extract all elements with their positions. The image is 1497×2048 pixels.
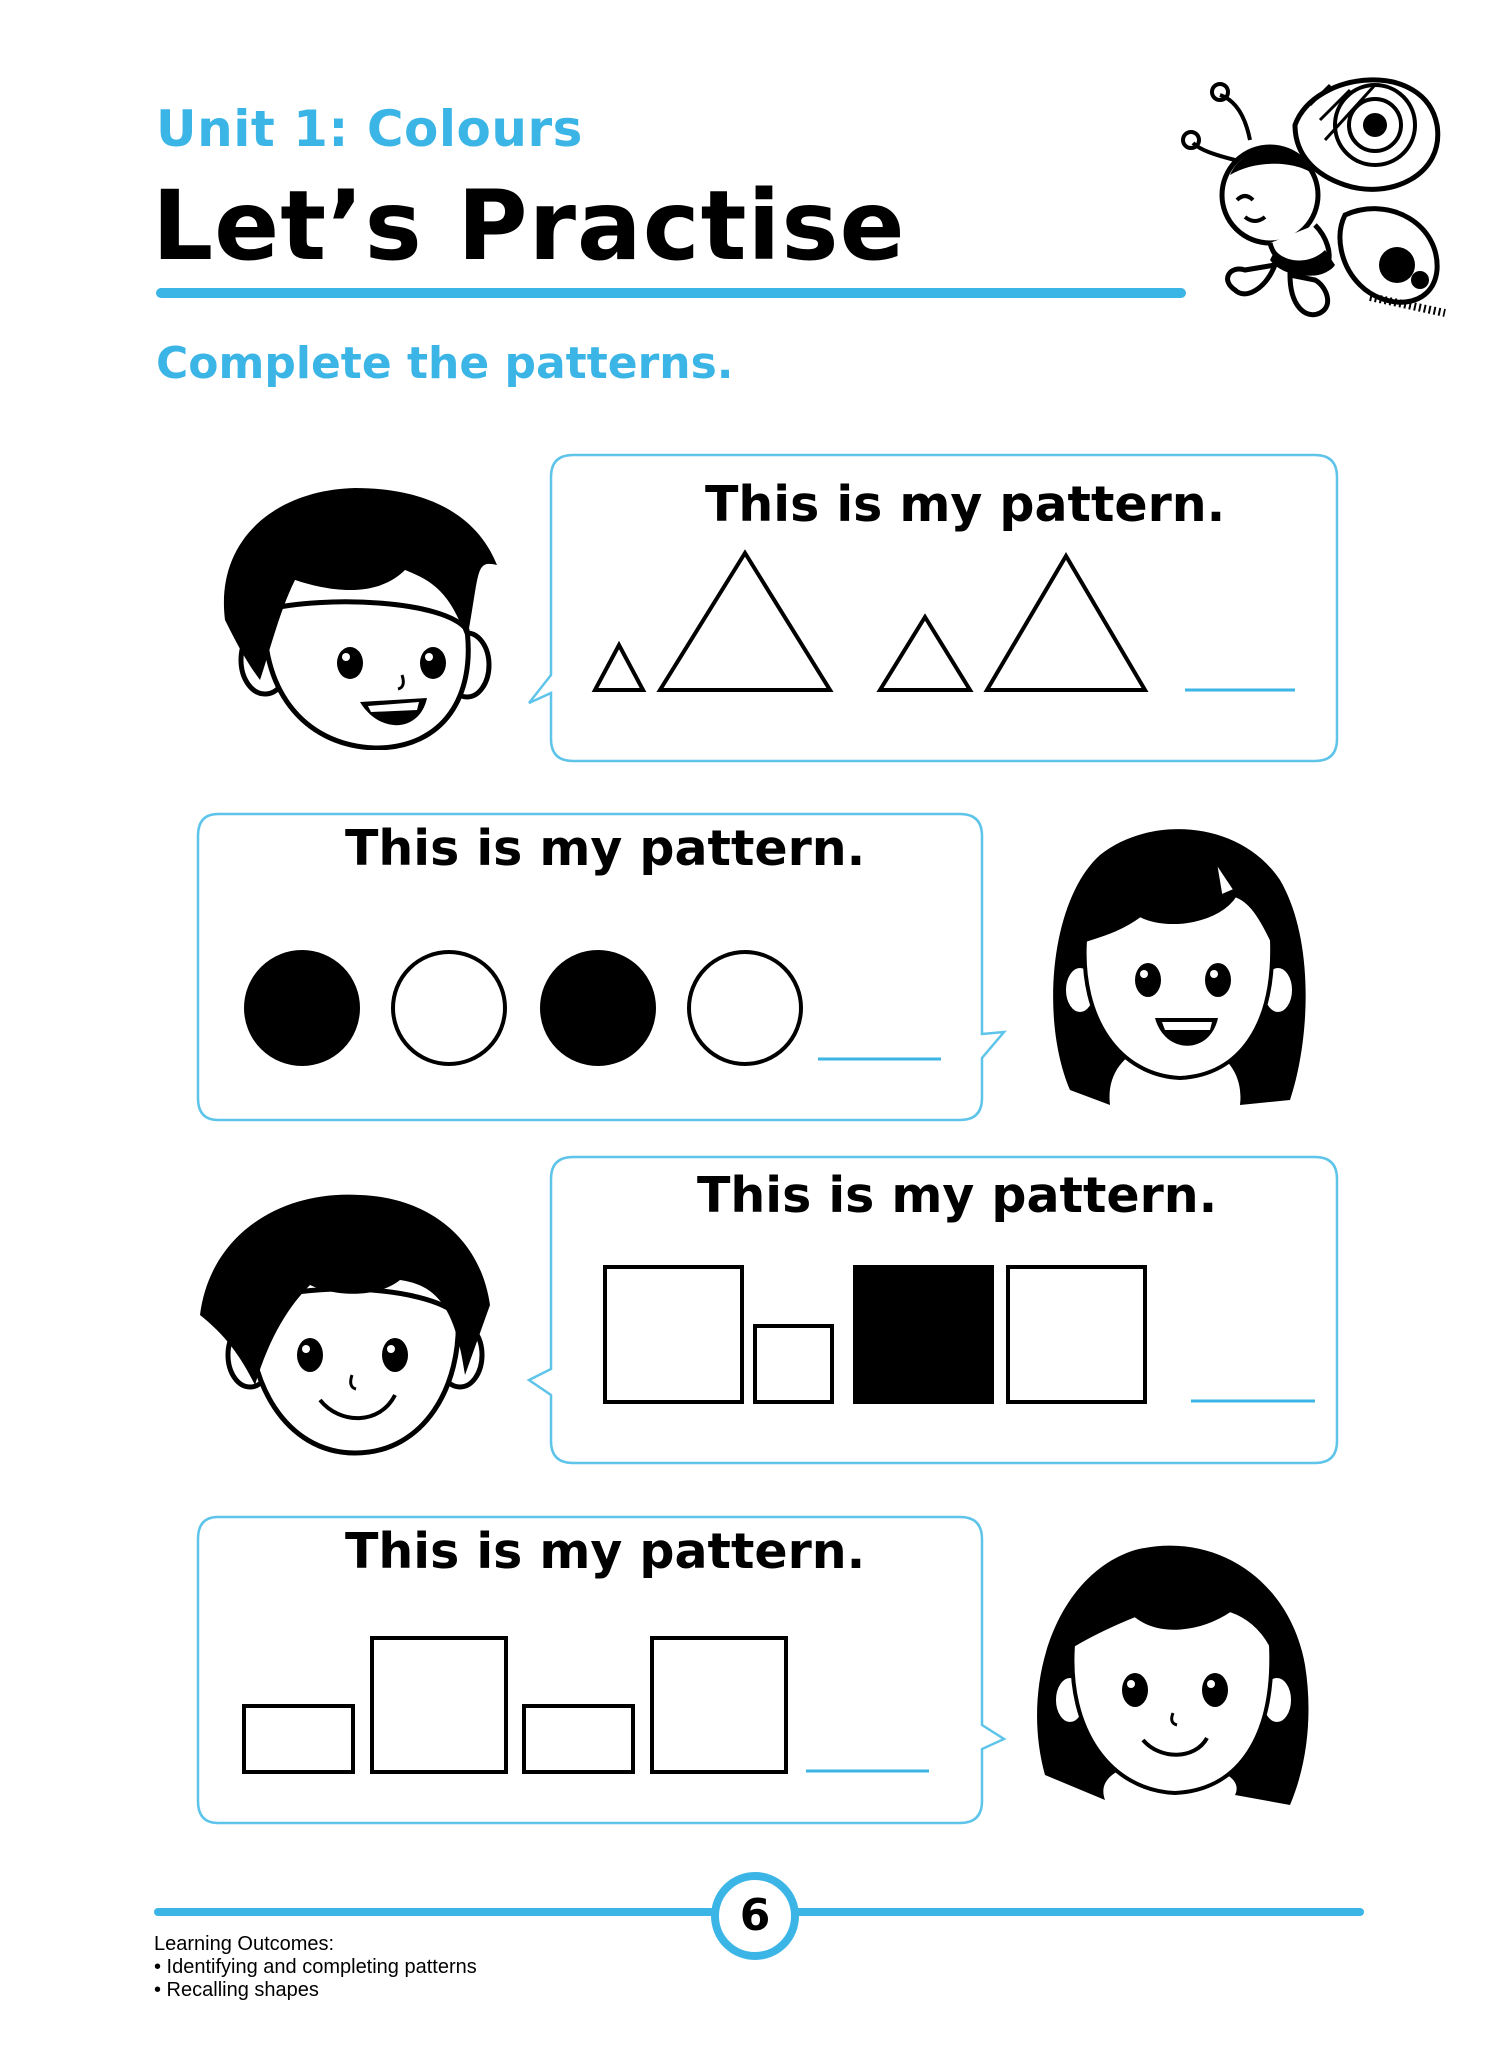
- tall-rectangle: [372, 1638, 506, 1772]
- page-title: Let’s Practise: [152, 170, 906, 282]
- girl-face-icon: [1040, 820, 1310, 1112]
- filled-large-square: [855, 1267, 992, 1402]
- speech-text: This is my pattern.: [697, 1167, 1218, 1224]
- heading-divider: [156, 288, 1186, 298]
- learning-outcomes-title: Learning Outcomes:: [154, 1933, 335, 1955]
- page-number: 6: [739, 1890, 771, 1941]
- short-rectangle: [524, 1706, 633, 1772]
- filled-circle: [246, 952, 358, 1064]
- small-square: [755, 1326, 832, 1402]
- learning-outcome-item: • Recalling shapes: [154, 1979, 319, 2001]
- empty-circle: [689, 952, 801, 1064]
- instruction-text: Complete the patterns.: [156, 338, 734, 389]
- boy-face-icon: [205, 480, 510, 750]
- butterfly-mascot-icon: [1175, 65, 1455, 335]
- boy-face-icon: [200, 1185, 500, 1465]
- tall-rectangle: [652, 1638, 786, 1772]
- speech-text: This is my pattern.: [345, 820, 866, 877]
- girl-face-icon: [1025, 1535, 1315, 1815]
- speech-text: This is my pattern.: [345, 1523, 866, 1580]
- speech-text: This is my pattern.: [705, 476, 1226, 533]
- filled-circle: [542, 952, 654, 1064]
- large-square: [1008, 1267, 1145, 1402]
- large-square: [605, 1267, 742, 1402]
- short-rectangle: [244, 1706, 353, 1772]
- learning-outcome-item: • Identifying and completing patterns: [154, 1956, 477, 1978]
- unit-title: Unit 1: Colours: [156, 100, 583, 158]
- empty-circle: [393, 952, 505, 1064]
